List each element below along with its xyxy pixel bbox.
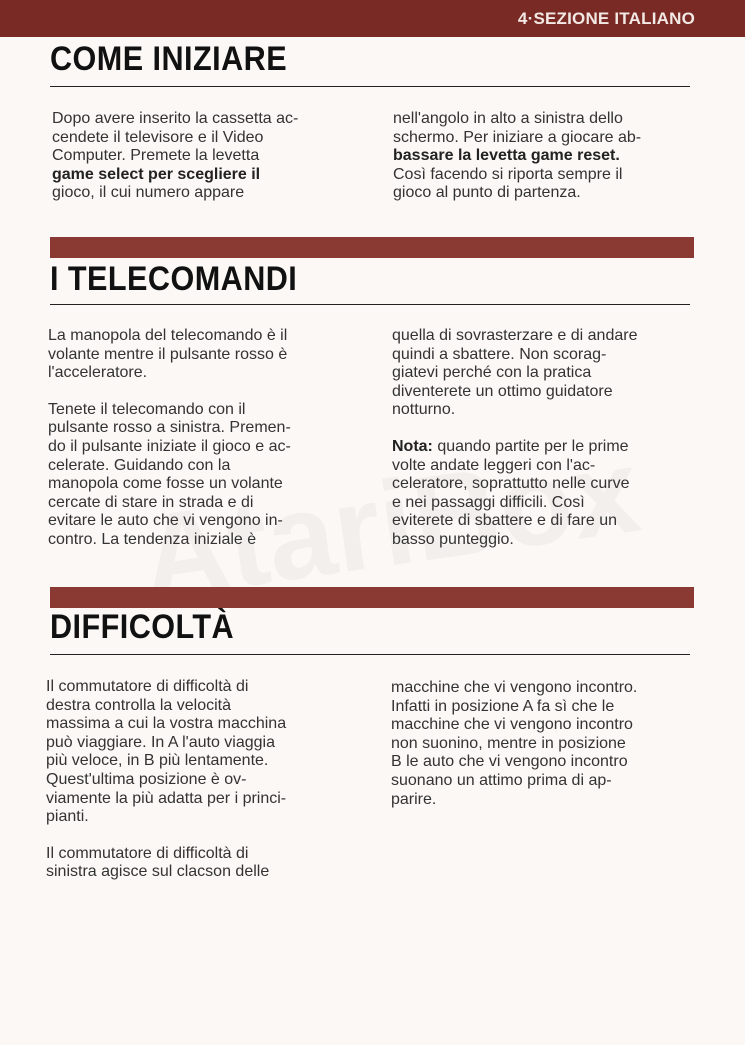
game-reset-line: bassare la levetta game reset.	[393, 147, 620, 165]
text-line: evitare le auto che vi vengono in-	[48, 512, 283, 530]
text-line: basso punteggio.	[392, 530, 514, 548]
section-divider-bar	[50, 237, 694, 258]
paragraph	[48, 327, 348, 383]
telecomandi-right-column	[392, 327, 692, 550]
text-line: macchine che vi vengono incontro.	[391, 679, 638, 696]
come-iniziare-left-column	[52, 110, 352, 203]
text-line: pulsante rosso a sinistra. Premen-	[48, 419, 291, 437]
heading-telecomandi: I TELECOMANDI	[50, 260, 298, 298]
text-line: notturno.	[392, 401, 456, 419]
text-line: diventerete un ottimo guidatore	[392, 382, 613, 400]
text-line: e nei passaggi difficili. Così	[392, 493, 585, 511]
text-line: celerate. Guidando con la	[48, 456, 231, 474]
text-line: manopola come fosse un volante	[48, 475, 283, 493]
text-line: viamente la più adatta per i princi-	[46, 789, 287, 807]
text-line: Il commutatore di difficoltà di	[46, 678, 249, 695]
note-label: Nota:	[392, 437, 433, 455]
text-line: Dopo avere inserito la cassetta ac-	[52, 110, 299, 127]
difficolta-left-column	[46, 678, 346, 882]
text-line: Così facendo si riporta sempre il	[393, 165, 623, 183]
text-line: non suonino, mentre in posizione	[391, 734, 626, 752]
text-line: quella di sovrasterzare e di andare	[392, 327, 638, 344]
text-line: destra controlla la velocità	[46, 696, 231, 714]
text-line: Tenete il telecomando con il	[48, 400, 246, 418]
text-line: B le auto che vi vengono incontro	[391, 753, 628, 771]
come-iniziare-right-column	[393, 110, 693, 203]
section-label: 4·SEZIONE ITALIANO	[517, 9, 695, 28]
text-line: celeratore, soprattutto nelle curve	[392, 475, 630, 493]
text-line: contro. La tendenza iniziale è	[48, 530, 257, 548]
text-line: suonano un attimo prima di ap-	[391, 771, 612, 789]
paragraph	[46, 845, 346, 882]
text-line: nell'angolo in alto a sinistra dello	[393, 110, 623, 127]
heading-rule	[50, 304, 690, 305]
text-line: La manopola del telecomando è il	[48, 327, 288, 344]
text-line: eviterete di sbattere e di fare un	[392, 512, 618, 530]
text-line: schermo. Per iniziare a giocare ab-	[393, 128, 642, 146]
text-line: cendete il televisore e il Video	[52, 128, 264, 146]
paragraph	[392, 327, 692, 420]
text-line: Infatti in posizione A fa sì che le	[391, 697, 615, 715]
paragraph	[46, 678, 346, 827]
heading-difficolta: DIFFICOLTÀ	[50, 608, 235, 646]
text-line: pianti.	[46, 808, 89, 826]
text-line: volte andate leggeri con l'ac-	[392, 456, 596, 474]
heading-come-iniziare: COME INIZIARE	[50, 40, 288, 78]
text-line: cercate di stare in strada e di	[48, 493, 254, 511]
text-line: gioco, il cui numero appare	[52, 184, 245, 202]
paragraph	[48, 401, 348, 550]
text-line: parire.	[391, 790, 437, 808]
text-line: gioco al punto di partenza.	[393, 184, 581, 202]
heading-rule	[50, 654, 690, 655]
telecomandi-left-column	[48, 327, 348, 550]
text-line: massima a cui la vostra macchina	[46, 715, 287, 733]
text-line: l'acceleratore.	[48, 364, 148, 382]
text-line: macchine che vi vengono incontro	[391, 716, 633, 734]
text-line: volante mentre il pulsante rosso è	[48, 345, 288, 363]
text-line: quando partite per le prime	[432, 437, 629, 455]
text-line: può viaggiare. In A l'auto viaggia	[46, 733, 275, 751]
text-line: Computer. Premete la levetta	[52, 147, 260, 165]
text-line: sinistra agisce sul clacson delle	[46, 863, 270, 881]
text-line: più veloce, in B più lentamente.	[46, 752, 269, 770]
text-line: giatevi perché con la pratica	[392, 364, 592, 382]
text-line: do il pulsante iniziate il gioco e ac-	[48, 437, 291, 455]
heading-rule	[50, 86, 690, 87]
game-select-line: game select per scegliere il	[52, 165, 261, 183]
section-divider-bar	[50, 587, 694, 608]
note-first-line	[392, 438, 692, 457]
difficolta-right-column	[391, 679, 691, 809]
text-line: quindi a sbattere. Non scorag-	[392, 345, 607, 363]
text-line: Quest'ultima posizione è ov-	[46, 770, 247, 788]
note-paragraph	[392, 438, 692, 550]
text-line: Il commutatore di difficoltà di	[46, 844, 249, 862]
